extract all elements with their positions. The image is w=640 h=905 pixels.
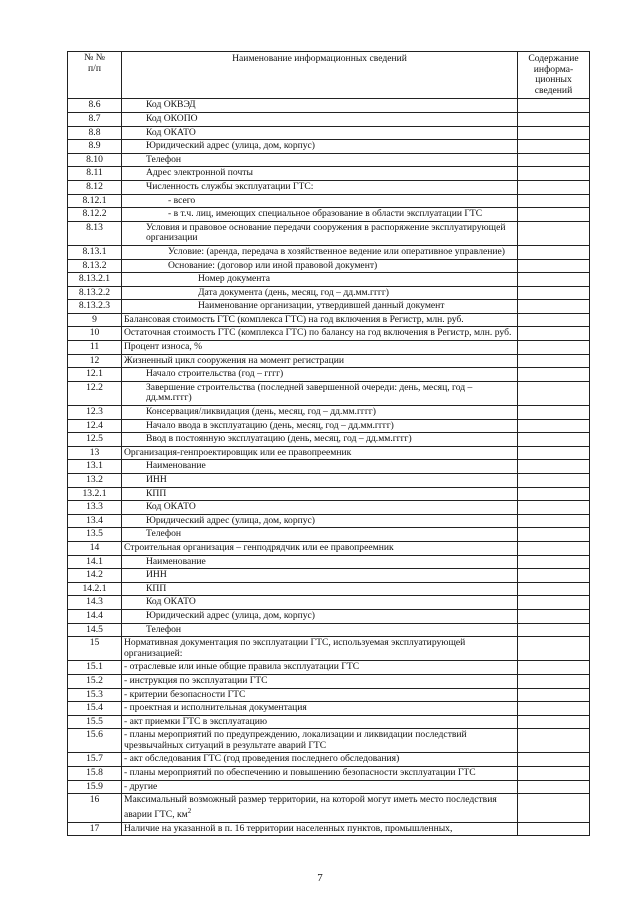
row-name-text: - отраслевые или иные общие правила эксплуатации ГТС [124, 661, 360, 673]
row-number: 10 [68, 327, 122, 341]
row-name-text: Завершение строительства (последней завершенной очереди: день, месяц, год – дд.мм.гггг) [146, 381, 473, 404]
row-number: 8.13.1 [68, 245, 122, 259]
row-name-text: Наименование [146, 555, 206, 567]
table-row [68, 341, 590, 355]
row-name [122, 313, 518, 327]
row-content-cell [518, 715, 590, 729]
row-name-text: Код ОКАТО [146, 126, 196, 138]
row-name-text: Наличие на указанной в п. 16 территории населенных пунктов, промышленных, [124, 822, 453, 834]
row-name-text: - другие [124, 780, 158, 792]
row-name [122, 780, 518, 794]
table-row [68, 569, 590, 583]
row-content-cell [518, 555, 590, 569]
row-name [122, 368, 518, 382]
table-row [68, 729, 590, 753]
row-name-text: ИНН [146, 569, 167, 581]
row-name [122, 501, 518, 515]
row-number: 12.1 [68, 368, 122, 382]
row-name [122, 245, 518, 259]
row-name-text: Код ОКАТО [146, 596, 196, 608]
row-number: 8.13.2.3 [68, 300, 122, 314]
row-name-text: Телефон [146, 528, 182, 540]
table-row [68, 674, 590, 688]
table-row [68, 637, 590, 661]
row-content-cell [518, 582, 590, 596]
table-row [68, 596, 590, 610]
row-name [122, 327, 518, 341]
row-content-cell [518, 259, 590, 273]
row-name-text: Нормативная документация по эксплуатации ГТС, используемая эксплуатирующей организацией: [124, 637, 466, 659]
row-name [122, 487, 518, 501]
row-number: 15.7 [68, 753, 122, 767]
row-name [122, 528, 518, 542]
row-number: 8.13.2 [68, 259, 122, 273]
row-content-cell [518, 180, 590, 194]
row-name-text: Жизненный цикл сооружения на момент регистрации [124, 354, 344, 366]
table-row [68, 541, 590, 555]
row-content-cell [518, 153, 590, 167]
row-name-text: Начало ввода в эксплуатацию (день, месяц, год – дд.мм.гггг) [146, 419, 394, 431]
row-content-cell [518, 487, 590, 501]
row-name-text: - всего [168, 194, 196, 206]
table-row [68, 794, 590, 822]
row-number: 8.13.2.2 [68, 286, 122, 300]
row-name-text: Условие: (аренда, передача в хозяйственное ведение или оперативное управление) [168, 245, 505, 257]
row-number: 13.4 [68, 514, 122, 528]
row-number: 13.5 [68, 528, 122, 542]
row-content-cell [518, 767, 590, 781]
row-content-cell [518, 327, 590, 341]
row-number: 8.10 [68, 153, 122, 167]
row-name [122, 596, 518, 610]
row-number: 13.2.1 [68, 487, 122, 501]
table-row [68, 753, 590, 767]
row-name-text: Наименование [146, 460, 206, 472]
row-content-cell [518, 460, 590, 474]
row-number: 14.5 [68, 623, 122, 637]
header-number [68, 52, 122, 99]
row-name-text: Номер документа [198, 273, 270, 285]
table-row [68, 167, 590, 181]
row-name [122, 194, 518, 208]
table-row [68, 582, 590, 596]
row-number: 17 [68, 822, 122, 836]
row-name [122, 300, 518, 314]
row-name [122, 153, 518, 167]
table-row [68, 381, 590, 405]
table-row [68, 715, 590, 729]
row-content-cell [518, 729, 590, 753]
row-content-cell [518, 446, 590, 460]
row-content-cell [518, 753, 590, 767]
table-row [68, 780, 590, 794]
row-name-text: Максимальный возможный размер территории, на которой могут иметь место последствия аварии ГТС, км [124, 794, 497, 821]
row-name [122, 582, 518, 596]
row-number: 15.9 [68, 780, 122, 794]
row-name [122, 822, 518, 836]
row-name-text: Основание: (договор или иной правовой документ) [168, 259, 378, 271]
row-content-cell [518, 354, 590, 368]
row-name-text: Процент износа, % [124, 341, 203, 353]
row-name [122, 702, 518, 716]
row-number: 16 [68, 794, 122, 822]
row-name-text: Наименование организации, утвердившей данный документ [198, 300, 445, 312]
row-content-cell [518, 528, 590, 542]
row-number: 14.2 [68, 569, 122, 583]
row-content-cell [518, 406, 590, 420]
row-name [122, 273, 518, 287]
table-row [68, 623, 590, 637]
row-name-text: Начало строительства (год – гггг) [146, 368, 284, 380]
row-number: 13.2 [68, 474, 122, 488]
table-row [68, 126, 590, 140]
row-name [122, 623, 518, 637]
table-row [68, 112, 590, 126]
row-number: 8.11 [68, 167, 122, 181]
header-content: Содержание информа-ционных сведений [518, 52, 590, 99]
row-content-cell [518, 474, 590, 488]
row-content-cell [518, 419, 590, 433]
row-name [122, 221, 518, 245]
row-number: 15.1 [68, 661, 122, 675]
row-name-text: - планы мероприятий по обеспечению и повышению безопасности эксплуатации ГТС [124, 767, 476, 779]
row-name-text: Юридический адрес (улица, дом, корпус) [146, 609, 316, 621]
table-row [68, 419, 590, 433]
table-row [68, 406, 590, 420]
table-row [68, 822, 590, 836]
row-number: 14.2.1 [68, 582, 122, 596]
row-content-cell [518, 674, 590, 688]
row-number: 8.6 [68, 99, 122, 113]
row-content-cell [518, 688, 590, 702]
row-number: 14 [68, 541, 122, 555]
row-content-cell [518, 661, 590, 675]
row-name-text: Телефон [146, 623, 182, 635]
row-name [122, 637, 518, 661]
row-number: 9 [68, 313, 122, 327]
row-name [122, 341, 518, 355]
row-name [122, 460, 518, 474]
row-number: 12.2 [68, 381, 122, 405]
table-row [68, 99, 590, 113]
row-content-cell [518, 541, 590, 555]
row-name [122, 99, 518, 113]
table-row [68, 300, 590, 314]
row-content-cell [518, 112, 590, 126]
row-number: 8.7 [68, 112, 122, 126]
header-number-line1: № № [84, 52, 105, 63]
row-content-cell [518, 794, 590, 822]
row-number: 15.6 [68, 729, 122, 753]
row-name [122, 555, 518, 569]
row-content-cell [518, 514, 590, 528]
row-name-text: - инструкция по эксплуатации ГТС [124, 674, 268, 686]
row-name-text: Адрес электронной почты [146, 167, 253, 179]
table-row [68, 273, 590, 287]
row-number: 15.2 [68, 674, 122, 688]
row-number: 14.4 [68, 609, 122, 623]
table-row [68, 259, 590, 273]
row-name-text: КПП [146, 582, 167, 594]
page-number: 7 [317, 872, 323, 884]
row-number: 13.3 [68, 501, 122, 515]
row-name-text: Балансовая стоимость ГТС (комплекса ГТС) на год включения в Регистр, млн. руб. [124, 313, 464, 325]
table-row [68, 180, 590, 194]
row-content-cell [518, 245, 590, 259]
table-row [68, 767, 590, 781]
row-content-cell [518, 300, 590, 314]
row-name-text: Численность службы эксплуатации ГТС: [146, 180, 314, 192]
row-name-text: Ввод в постоянную эксплуатацию (день, месяц, год – дд.мм.гггг) [146, 433, 412, 445]
table-row [68, 501, 590, 515]
row-name-superscript: 2 [187, 806, 192, 815]
row-name [122, 406, 518, 420]
row-number: 12.4 [68, 419, 122, 433]
row-content-cell [518, 368, 590, 382]
row-name [122, 126, 518, 140]
row-name [122, 286, 518, 300]
table-row [68, 368, 590, 382]
table-row [68, 528, 590, 542]
row-name [122, 715, 518, 729]
row-number: 15.8 [68, 767, 122, 781]
row-name [122, 794, 518, 822]
row-content-cell [518, 501, 590, 515]
table-row [68, 433, 590, 447]
table-row [68, 354, 590, 368]
row-number: 13.1 [68, 460, 122, 474]
row-content-cell [518, 167, 590, 181]
row-number: 15 [68, 637, 122, 661]
row-name-text: КПП [146, 487, 167, 499]
row-name-text: - планы мероприятий по предупреждению, локализации и ликвидации последствий чрезвычайных ситуаций в результате аварий ГТС [124, 729, 467, 751]
registry-table [67, 51, 590, 836]
row-content-cell [518, 569, 590, 583]
table-row [68, 327, 590, 341]
row-content-cell [518, 140, 590, 154]
row-name-text: Код ОКОПО [146, 112, 198, 124]
row-name-text: - в т.ч. лиц, имеющих специальное образование в области эксплуатации ГТС [168, 208, 483, 220]
row-name [122, 661, 518, 675]
row-name [122, 354, 518, 368]
table-row [68, 446, 590, 460]
table-row [68, 153, 590, 167]
row-number: 15.3 [68, 688, 122, 702]
row-name [122, 541, 518, 555]
row-number: 8.12.1 [68, 194, 122, 208]
table-row [68, 555, 590, 569]
row-content-cell [518, 194, 590, 208]
row-content-cell [518, 609, 590, 623]
row-name-text: - акт приемки ГТС в эксплуатацию [124, 715, 268, 727]
row-number: 13 [68, 446, 122, 460]
table-row [68, 460, 590, 474]
row-content-cell [518, 208, 590, 222]
row-name [122, 674, 518, 688]
table-row [68, 245, 590, 259]
row-name-text: - акт обследования ГТС (год проведения последнего обследования) [124, 753, 400, 765]
row-number: 14.3 [68, 596, 122, 610]
row-name-text: ИНН [146, 474, 167, 485]
table-row [68, 313, 590, 327]
table-header-row [68, 52, 590, 99]
row-number: 12.5 [68, 433, 122, 447]
row-name [122, 688, 518, 702]
table-row [68, 688, 590, 702]
row-content-cell [518, 433, 590, 447]
table-row [68, 194, 590, 208]
table-row [68, 208, 590, 222]
row-number: 8.12.2 [68, 208, 122, 222]
row-number: 15.5 [68, 715, 122, 729]
row-name-text: Юридический адрес (улица, дом, корпус) [146, 140, 316, 152]
table-body [68, 99, 590, 836]
row-name-text: Телефон [146, 153, 182, 165]
row-number: 14.1 [68, 555, 122, 569]
row-number: 12 [68, 354, 122, 368]
row-content-cell [518, 221, 590, 245]
row-name [122, 433, 518, 447]
table-row [68, 286, 590, 300]
row-name [122, 569, 518, 583]
row-name [122, 167, 518, 181]
row-name-text: Условия и правовое основание передачи сооружения в распоряжение эксплуатирующей организации [146, 221, 506, 244]
table-row [68, 221, 590, 245]
row-name [122, 208, 518, 222]
row-content-cell [518, 341, 590, 355]
row-number: 8.9 [68, 140, 122, 154]
header-number-line2: п/п [88, 62, 101, 74]
row-number: 8.8 [68, 126, 122, 140]
row-name [122, 446, 518, 460]
row-name [122, 729, 518, 753]
row-number: 8.13.2.1 [68, 273, 122, 287]
row-content-cell [518, 273, 590, 287]
row-name-text: Код ОКВЭД [146, 99, 196, 111]
row-name-text: Юридический адрес (улица, дом, корпус) [146, 514, 316, 526]
row-content-cell [518, 286, 590, 300]
table-row [68, 140, 590, 154]
row-number: 15.4 [68, 702, 122, 716]
table-row [68, 702, 590, 716]
row-name-text: - критерии безопасности ГТС [124, 688, 246, 700]
row-number: 8.12 [68, 180, 122, 194]
row-content-cell [518, 126, 590, 140]
row-name [122, 259, 518, 273]
row-name [122, 514, 518, 528]
row-content-cell [518, 702, 590, 716]
row-name-text: Дата документа (день, месяц, год – дд.мм.гггг) [198, 286, 389, 298]
row-content-cell [518, 381, 590, 405]
row-content-cell [518, 822, 590, 836]
table-row [68, 609, 590, 623]
row-content-cell [518, 99, 590, 113]
row-name [122, 609, 518, 623]
table-row [68, 661, 590, 675]
row-content-cell [518, 313, 590, 327]
row-name [122, 140, 518, 154]
row-name-text: Остаточная стоимость ГТС (комплекса ГТС) по балансу на год включения в Регистр, млн. руб. [124, 327, 512, 339]
row-content-cell [518, 596, 590, 610]
row-content-cell [518, 637, 590, 661]
table-row [68, 487, 590, 501]
row-name [122, 474, 518, 488]
row-name [122, 180, 518, 194]
row-name [122, 112, 518, 126]
row-name-text: Организация-генпроектировщик или ее правопреемник [124, 446, 352, 458]
row-number: 11 [68, 341, 122, 355]
row-content-cell [518, 780, 590, 794]
header-name: Наименование информационных сведений [122, 52, 518, 99]
row-name [122, 419, 518, 433]
table-row [68, 514, 590, 528]
row-name-text: Код ОКАТО [146, 501, 196, 513]
row-number: 12.3 [68, 406, 122, 420]
row-name-text: Консервация/ликвидация (день, месяц, год – дд.мм.гггг) [146, 406, 376, 418]
row-name-text: - проектная и исполнительная документация [124, 702, 307, 714]
row-number: 8.13 [68, 221, 122, 245]
row-name [122, 381, 518, 405]
row-name-text: Строительная организация – генподрядчик или ее правопреемник [124, 541, 394, 553]
row-content-cell [518, 623, 590, 637]
row-name [122, 753, 518, 767]
table-row [68, 474, 590, 488]
row-name [122, 767, 518, 781]
